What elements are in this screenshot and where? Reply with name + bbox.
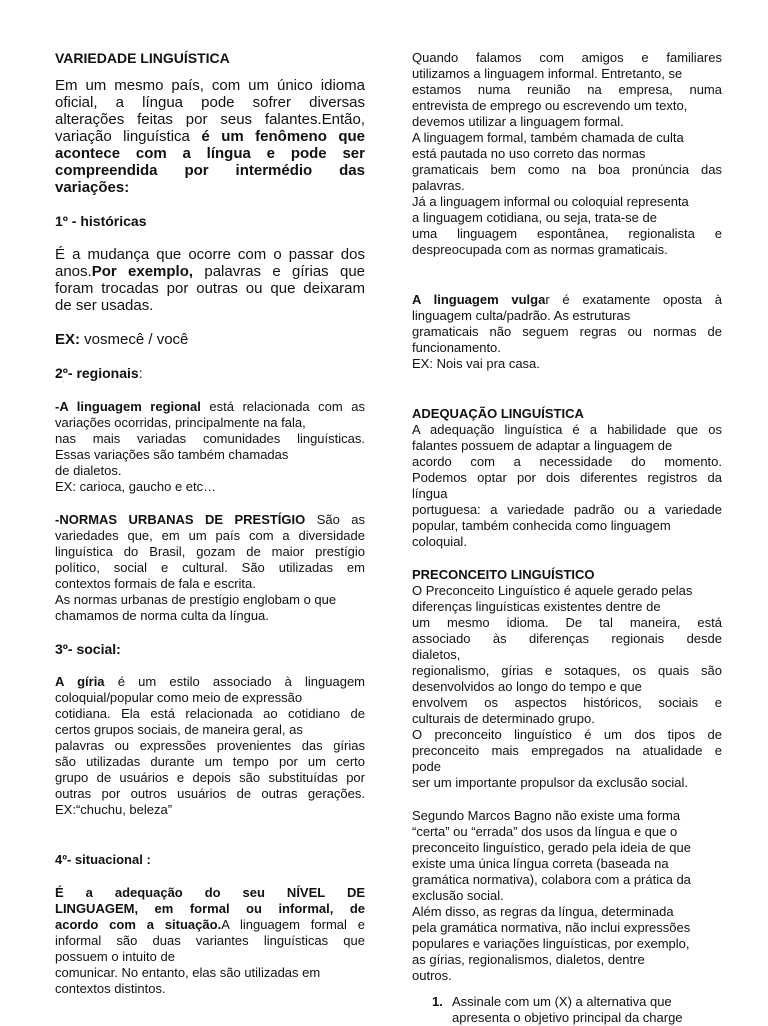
section-heading-adequacao: ADEQUAÇÃO LINGUÍSTICA	[412, 406, 584, 421]
text-line: informal são duas variantes linguísticas que	[55, 933, 365, 948]
text-line: cotidiana. Ela está relacionada ao cotidiano de	[55, 706, 365, 721]
text-line: oficial, a língua pode sofrer diversas	[55, 93, 365, 111]
text-line: Podemos optar por dois diferentes registros da	[412, 470, 722, 485]
section-heading-situacional: 4º- situacional :	[55, 852, 151, 867]
text-line: LINGUAGEM, em formal ou informal, de	[55, 901, 365, 916]
text-line: outros.	[412, 968, 452, 983]
text-line: populares e variações linguísticas, por exemplo,	[412, 936, 690, 951]
intro-paragraph	[55, 77, 365, 196]
text-line: certos grupos sociais, de maneira geral, as	[55, 722, 303, 737]
text-line: O Preconceito Linguístico é aquele gerado pelas	[412, 583, 693, 598]
text-line: comunicar. No entanto, elas são utilizadas em	[55, 965, 321, 980]
text-line: pela gramática normativa, não inclui expressões	[412, 920, 691, 935]
text-line: uma linguagem espontânea, regionalista e	[412, 226, 722, 241]
section-heading-preconceito: PRECONCEITO LINGUÍSTICO	[412, 567, 595, 582]
text-span: :	[138, 365, 143, 381]
text-line: O preconceito linguístico é um dos tipos de	[412, 727, 722, 742]
text-line: As normas urbanas de prestígio englobam o que	[55, 591, 337, 607]
text-line: “certa” ou “errada” dos usos da língua e que o	[412, 824, 678, 839]
text-line: linguagem culta/padrão. As estruturas	[412, 308, 631, 323]
bold-span: 2º- regionais	[55, 365, 139, 381]
text-line: a linguagem cotidiana, ou seja, trata-se de	[412, 210, 657, 225]
text-line: compreendida por intermédio das	[55, 161, 365, 179]
text-line	[55, 917, 365, 933]
text-line: ser um importante propulsor da exclusão social.	[412, 775, 689, 790]
text-line: existe uma única língua correta (baseada na	[412, 856, 669, 871]
text-line: Essas variações são também chamadas	[55, 446, 289, 462]
text-line: Em um mesmo país, com um único idioma	[55, 76, 365, 94]
text-line: culturais de determinado grupo.	[412, 711, 595, 726]
text-line: nas mais variadas comunidades linguísticas.	[55, 430, 365, 446]
text-line: diferenças linguísticas existentes dentre de	[412, 599, 661, 614]
text-line: político, social e cultural. São utilizadas em	[55, 559, 365, 575]
text-line: falantes possuem de adaptar a linguagem de	[412, 438, 673, 453]
text-line: as gírias, regionalismos, dialetos, dentre	[412, 952, 645, 967]
bagno-paragraph	[412, 808, 722, 984]
bold-span: A linguagem vulga	[412, 292, 546, 307]
text-line: devemos utilizar a linguagem formal.	[412, 114, 624, 129]
text-line: EX: Nois vai pra casa.	[412, 356, 540, 371]
right-column	[412, 50, 722, 1026]
preconceito-paragraph	[412, 583, 722, 791]
text-line: pode	[412, 759, 441, 774]
text-line: contextos distintos.	[55, 981, 166, 996]
text-line	[55, 674, 365, 690]
text-span: está relacionada com as	[200, 398, 365, 414]
text-span: A linguagem formal e	[221, 917, 365, 932]
text-span: r é exatamente oposta à	[545, 292, 722, 307]
situacional-paragraph	[55, 885, 365, 997]
section-heading-historicas: 1º - históricas	[55, 212, 147, 229]
text-line: popular, também conhecida como linguagem	[412, 518, 671, 533]
text-line: acordo com a necessidade do momento.	[412, 454, 722, 469]
text-line: de ser usadas.	[55, 297, 154, 314]
text-line: palavras.	[412, 178, 465, 193]
text-line: de dialetos.	[55, 462, 122, 478]
text-line: gramática normativa), colabora com a prática da	[412, 872, 691, 887]
text-line: Assinale com um (X) a alternativa que	[452, 994, 672, 1009]
text-line	[55, 128, 365, 145]
text-line: exclusão social.	[412, 888, 504, 903]
adequacao-paragraph	[412, 422, 722, 550]
text-line: está pautada no uso correto das normas	[412, 146, 646, 161]
text-line: palavras ou expressões provenientes das gírias	[55, 738, 365, 753]
text-line: A adequação linguística é a habilidade que os	[412, 422, 722, 437]
text-line: portuguesa: a variedade padrão ou a variedade	[412, 502, 722, 517]
text-line: EX: carioca, gaucho e etc…	[55, 478, 217, 494]
text-line: utilizamos a linguagem informal. Entretanto, se	[412, 66, 683, 81]
text-span: variação linguística	[55, 127, 202, 145]
text-line: desenvolvidos ao longo do tempo e que	[412, 679, 642, 694]
text-line: associado às diferenças regionais desde	[412, 631, 722, 646]
text-line: variações:	[55, 178, 130, 196]
bold-span: Por exemplo,	[91, 263, 194, 280]
bold-span: -A linguagem regional	[55, 398, 201, 414]
text-line	[55, 263, 365, 280]
text-line: A linguagem formal, também chamada de culta	[412, 130, 684, 145]
bold-span: -NORMAS URBANAS DE PRESTÍGIO	[55, 511, 306, 527]
example-line	[55, 331, 365, 348]
text-line: outras por outros usuários de outras gerações.	[55, 786, 365, 801]
informal-paragraph	[412, 50, 722, 258]
question-item	[412, 994, 722, 1026]
text-line: Segundo Marcos Bagno não existe uma forma	[412, 808, 681, 823]
text-line: Além disso, as regras da língua, determinada	[412, 904, 674, 919]
text-line: alterações feitas por seus falantes.Então,	[55, 110, 365, 128]
text-line: envolvem os aspectos históricos, sociais e	[412, 695, 722, 710]
bold-span: acordo com a situação.	[55, 917, 222, 932]
text-line: variações ocorridas, principalmente na fala,	[55, 414, 306, 430]
bold-span: A gíria	[55, 674, 105, 689]
example-text: vosmecê / você	[80, 331, 189, 348]
text-line: EX:“chuchu, beleza”	[55, 802, 173, 817]
text-line: coloquial.	[412, 534, 467, 549]
text-line: possuem o intuito de	[55, 949, 175, 964]
text-line: um mesmo idioma. De tal maneira, está	[412, 615, 722, 630]
text-line: grupo de usuários e depois são substituídas por	[55, 770, 365, 785]
example-label: EX:	[55, 331, 81, 348]
regionais-paragraph	[55, 399, 365, 495]
text-line: gramaticais bem como na boa pronúncia das	[412, 162, 722, 177]
text-span: é um estilo associado à linguagem	[104, 674, 365, 689]
bold-span: é um fenômeno que	[201, 127, 366, 145]
question-number: 1.	[432, 994, 443, 1009]
text-line: dialetos,	[412, 647, 461, 662]
text-line: Quando falamos com amigos e familiares	[412, 50, 722, 65]
left-column	[55, 50, 365, 997]
text-line: entrevista de emprego ou escrevendo um texto,	[412, 98, 688, 113]
text-line: É a mudança que ocorre com o passar dos	[55, 246, 365, 263]
text-line: funcionamento.	[412, 340, 501, 355]
text-line: gramaticais não seguem regras ou normas de	[412, 324, 722, 339]
historicas-paragraph	[55, 246, 365, 314]
text-line: preconceito mais empregados na atualidade e	[412, 743, 722, 758]
text-span: São as	[305, 511, 365, 527]
text-line	[412, 292, 722, 308]
section-heading-social: 3º- social:	[55, 640, 121, 657]
text-line: preconceito linguístico, gerado pela ideia de que	[412, 840, 691, 855]
text-line	[55, 399, 365, 415]
social-paragraph	[55, 674, 365, 818]
section-heading-regionais	[55, 365, 365, 382]
text-line: linguística do Brasil, gozam de maior prestígio	[55, 543, 365, 559]
text-line: É a adequação do seu NÍVEL DE	[55, 885, 365, 900]
text-span: palavras e gírias que	[193, 263, 365, 280]
text-line: língua	[412, 486, 448, 501]
text-line: chamamos de norma culta da língua.	[55, 607, 269, 623]
question-list	[412, 994, 722, 1026]
text-line: acontece com a língua e pode ser	[55, 144, 365, 162]
text-line: foram trocadas por outras ou que deixaram	[55, 280, 365, 297]
vulgar-paragraph	[412, 292, 722, 372]
text-line: apresenta o objetivo principal da charge	[452, 1010, 683, 1025]
text-line: são utilizadas durante um tempo por um certo	[55, 754, 365, 769]
normas-paragraph	[55, 512, 365, 624]
text-line: estamos numa reunião na empresa, numa	[412, 82, 722, 97]
text-line: coloquial/popular como meio de expressão	[55, 690, 303, 705]
text-line: despreocupada com as normas gramaticais.	[412, 242, 668, 257]
text-line	[55, 512, 365, 528]
text-line: Já a linguagem informal ou coloquial representa	[412, 194, 689, 209]
page-title: VARIEDADE LINGUÍSTICA	[55, 50, 230, 66]
text-line: contextos formais de fala e escrita.	[55, 575, 256, 591]
text-line: variedades que, em um país com a diversidade	[55, 527, 365, 543]
text-line: regionalismo, gírias e sotaques, os quais são	[412, 663, 722, 678]
text-span: anos.	[55, 263, 92, 280]
